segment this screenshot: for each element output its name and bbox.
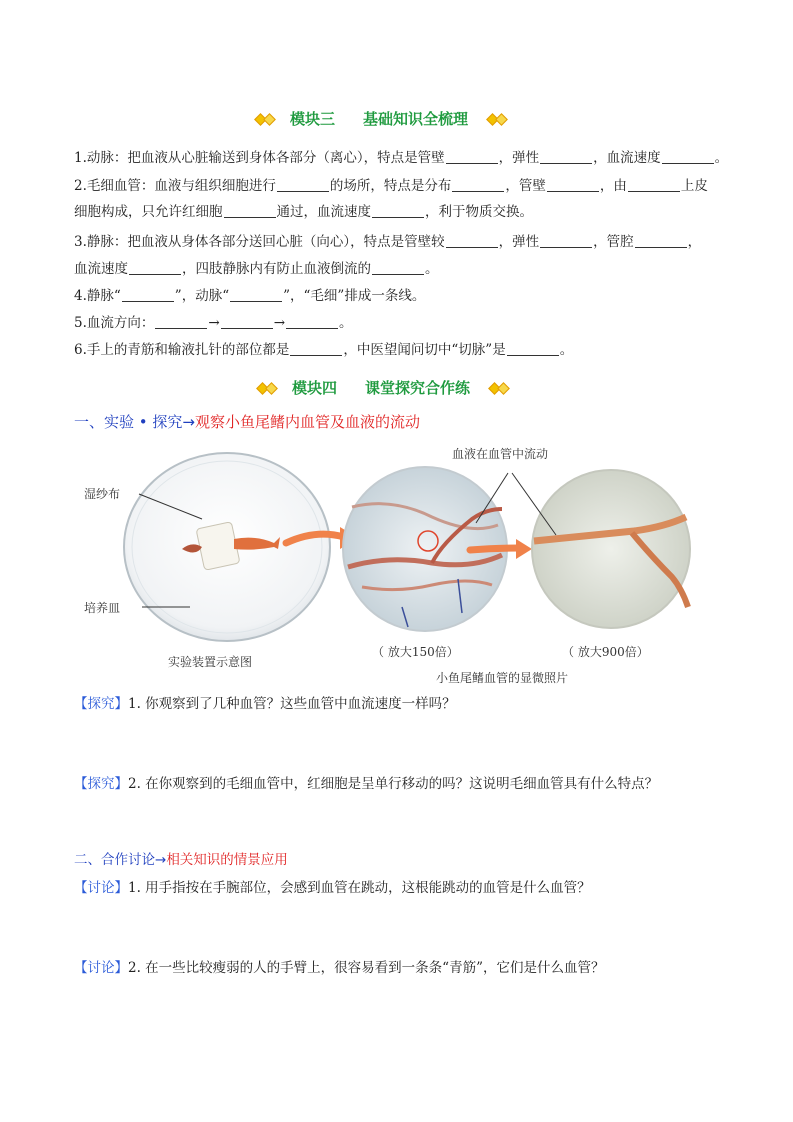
module3-label: 模块三 (290, 110, 336, 128)
knowledge-line-2b (74, 202, 533, 222)
question-text: 1. 用手指按在手腕部位，会感到血管在跳动，这根能跳动的血管是什么血管？ (128, 880, 591, 896)
blank (221, 314, 273, 329)
text: ，四肢静脉内有防止血液倒流的 (182, 261, 371, 277)
section1-heading (74, 411, 420, 432)
text: ，管壁 (505, 178, 546, 194)
blank (446, 233, 498, 248)
module4-label: 模块四 (292, 379, 338, 397)
blank (628, 177, 680, 192)
blank (662, 149, 714, 164)
blank (452, 177, 504, 192)
blank (155, 314, 207, 329)
arrow-icon: → (208, 315, 220, 331)
knowledge-line-5 (74, 313, 353, 333)
flow-label: 血液在血管中流动 (452, 447, 549, 461)
magnification-900-label: （ 放大900倍） (562, 645, 649, 659)
blank (372, 260, 424, 275)
arrow-icon: → (273, 315, 286, 331)
question-text: 2. 在你观察到的毛细血管中，红细胞是呈单行移动的吗？这说明毛细血管具有什么特点？ (128, 776, 659, 792)
section2-prefix: 二、合作讨论→ (74, 852, 167, 868)
diamond-icon (256, 381, 278, 395)
photo-caption: 小鱼尾鳍血管的显微照片 (436, 671, 569, 685)
module3-heading (254, 108, 508, 129)
blank (540, 233, 592, 248)
section1-prefix: 一、实验 • 探究→ (74, 413, 195, 431)
text: 4.静脉“ (74, 288, 121, 304)
text: 6.手上的青筋和输液扎针的部位都是 (74, 342, 290, 358)
module4-heading (256, 377, 510, 398)
knowledge-line-3b (74, 259, 439, 279)
section2-heading (74, 848, 288, 868)
experiment-figure (72, 437, 702, 689)
arrow-icon (470, 548, 520, 550)
module3-title: 基础知识全梳理 (363, 110, 469, 128)
discuss-tag: 【讨论】 (74, 880, 128, 896)
knowledge-line-6 (74, 340, 573, 360)
text: 的场所，特点是分布 (329, 178, 452, 194)
explore-tag: 【探究】 (74, 696, 128, 712)
text: ，中医望闻问切中“切脉”是 (343, 342, 506, 358)
text: 通过，血流速度 (276, 204, 371, 220)
explore-tag: 【探究】 (74, 776, 128, 792)
module4-title: 课堂探究合作练 (365, 379, 471, 397)
diamond-icon (488, 381, 510, 395)
blank (372, 203, 424, 218)
setup-caption: 实验装置示意图 (168, 655, 253, 669)
blank (277, 177, 329, 192)
question-text: 2. 在一些比较瘦弱的人的手臂上，很容易看到一条条“青筋”，它们是什么血管？ (128, 960, 605, 976)
text: ”，“毛细”排成一条线。 (283, 288, 426, 304)
blank (230, 287, 282, 302)
text: 血流速度 (74, 261, 128, 277)
micrograph-900x (532, 470, 690, 628)
dish-label: 培养皿 (84, 601, 121, 615)
text: ，弹性 (498, 234, 540, 250)
knowledge-line-2 (74, 176, 708, 196)
text: 细胞构成，只允许红细胞 (74, 204, 223, 220)
text: 。 (339, 315, 353, 331)
text: ，血流速度 (593, 150, 661, 166)
diamond-icon (254, 112, 276, 126)
section2-title: 相关知识的情景应用 (166, 852, 288, 868)
blank (446, 149, 498, 164)
magnification-150-label: （ 放大150倍） (372, 645, 459, 659)
text: 。 (714, 150, 729, 166)
question-text: 1. 你观察到了几种血管？这些血管中血流速度一样吗？ (128, 696, 456, 712)
text: 5.血流方向： (74, 315, 155, 331)
discuss-tag: 【讨论】 (74, 960, 128, 976)
blank (290, 341, 342, 356)
text: 1.动脉：把血液从心脏输送到身体各部分（离心），特点是管壁 (74, 150, 445, 166)
blank (507, 341, 559, 356)
discuss-question-1 (74, 876, 591, 896)
diamond-icon (486, 112, 508, 126)
discuss-question-2 (74, 956, 604, 976)
text: ， (687, 234, 702, 250)
text: 。 (559, 342, 574, 358)
text: ，管腔 (593, 234, 634, 250)
knowledge-line-3 (74, 232, 701, 252)
text: 2.毛细血管：血液与组织细胞进行 (74, 178, 276, 194)
knowledge-line-1 (74, 148, 728, 168)
text: 3.静脉：把血液从身体各部分送回心脏（向心），特点是管壁较 (74, 234, 445, 250)
explore-question-1 (74, 692, 456, 712)
blank (286, 314, 338, 329)
wet-gauze-label: 湿纱布 (84, 487, 121, 501)
blank (129, 260, 181, 275)
text: ，利于物质交换。 (425, 204, 533, 220)
knowledge-line-4 (74, 286, 425, 306)
blank (635, 233, 687, 248)
section1-title: 观察小鱼尾鳍内血管及血液的流动 (194, 413, 420, 431)
blank (122, 287, 174, 302)
text: 上皮 (680, 178, 708, 194)
text: 。 (425, 261, 439, 277)
text: ，由 (599, 178, 627, 194)
blank (540, 149, 592, 164)
blank (224, 203, 276, 218)
explore-question-2 (74, 772, 658, 792)
text: ，弹性 (498, 150, 540, 166)
text: ”，动脉“ (174, 288, 230, 304)
blank (547, 177, 599, 192)
